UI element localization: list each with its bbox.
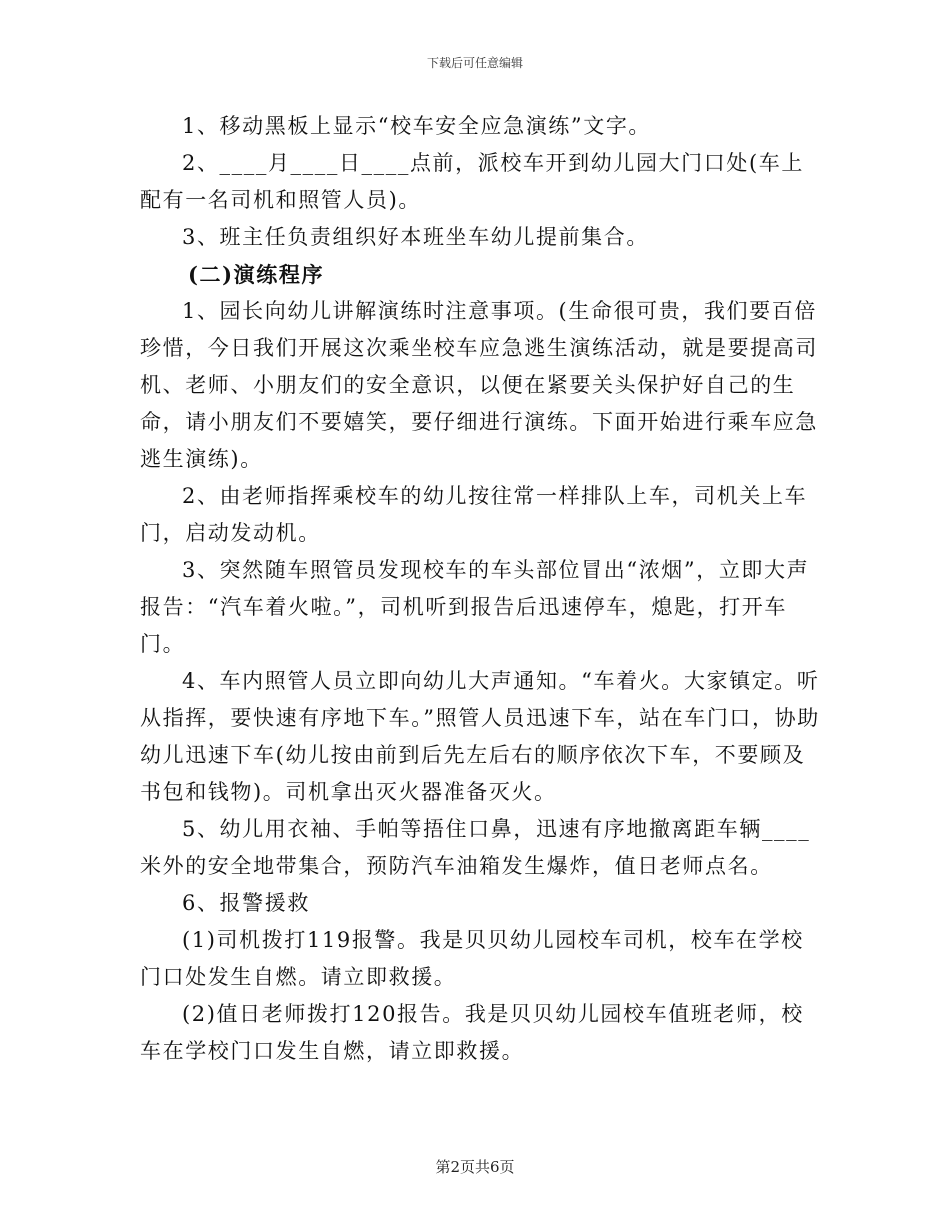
page-footer-page-number: 第2页共6页 <box>435 1158 515 1176</box>
paragraph-assembly: 5、幼儿用衣袖、手帕等捂住口鼻，迅速有序地撤离距车辆____米外的安全地带集合，预防汽车油箱发生爆炸，值日老师点名。 <box>140 817 811 878</box>
paragraph-principal-briefing: 1、园长向幼儿讲解演练时注意事项。(生命很可贵，我们要百倍珍惜，今日我们开展这次乘坐校车应急逃生演练活动，就是要提高司机、老师、小朋友们的安全意识，以便在紧要关头保护好自己的生命，请小朋友们不要嬉笑，要仔细进行演练。下面开始进行乘车应急逃生演练)。 <box>140 299 818 471</box>
paragraph-call-120: (2)值日老师拨打120报告。我是贝贝幼儿园校车值班老师，校车在学校门口发生自燃，请立即救援。 <box>140 1002 804 1063</box>
paragraph-evacuation: 4、车内照管人员立即向幼儿大声通知。“车着火。大家镇定。听从指挥，要快速有序地下车。”照管人员迅速下车，站在车门口，协助幼儿迅速下车(幼儿按由前到后先左后右的顺序依次下车，不要顾及书包和钱物)。司机拿出灭火器准备灭火。 <box>140 669 820 804</box>
paragraph-alarm-rescue: 6、报警援救 <box>182 891 310 915</box>
page-header: 下载后可任意编辑 <box>426 56 523 70</box>
paragraph-smoke-report: 3、突然随车照管员发现校车的车头部位冒出“浓烟”，立即大声报告：“汽车着火啦。”，司机听到报告后迅速停车，熄匙，打开车门。 <box>140 558 810 656</box>
document-body <box>140 108 820 1070</box>
paragraph-bus-arrival: 2、____月____日____点前，派校车开到幼儿园大门口处(车上配有一名司机和照管人员)。 <box>140 151 804 212</box>
paragraph-class-gathering: 3、班主任负责组织好本班坐车幼儿提前集合。 <box>182 225 649 249</box>
paragraph-call-119: (1)司机拨打119报警。我是贝贝幼儿园校车司机，校车在学校门口处发生自燃。请立即救援。 <box>140 928 804 989</box>
section-heading-drill-procedure: (二)演练程序 <box>188 262 325 287</box>
paragraph-blackboard-text: 1、移动黑板上显示“校车安全应急演练”文字。 <box>182 114 652 138</box>
paragraph-boarding: 2、由老师指挥乘校车的幼儿按往常一样排队上车，司机关上车门，启动发动机。 <box>140 484 808 545</box>
